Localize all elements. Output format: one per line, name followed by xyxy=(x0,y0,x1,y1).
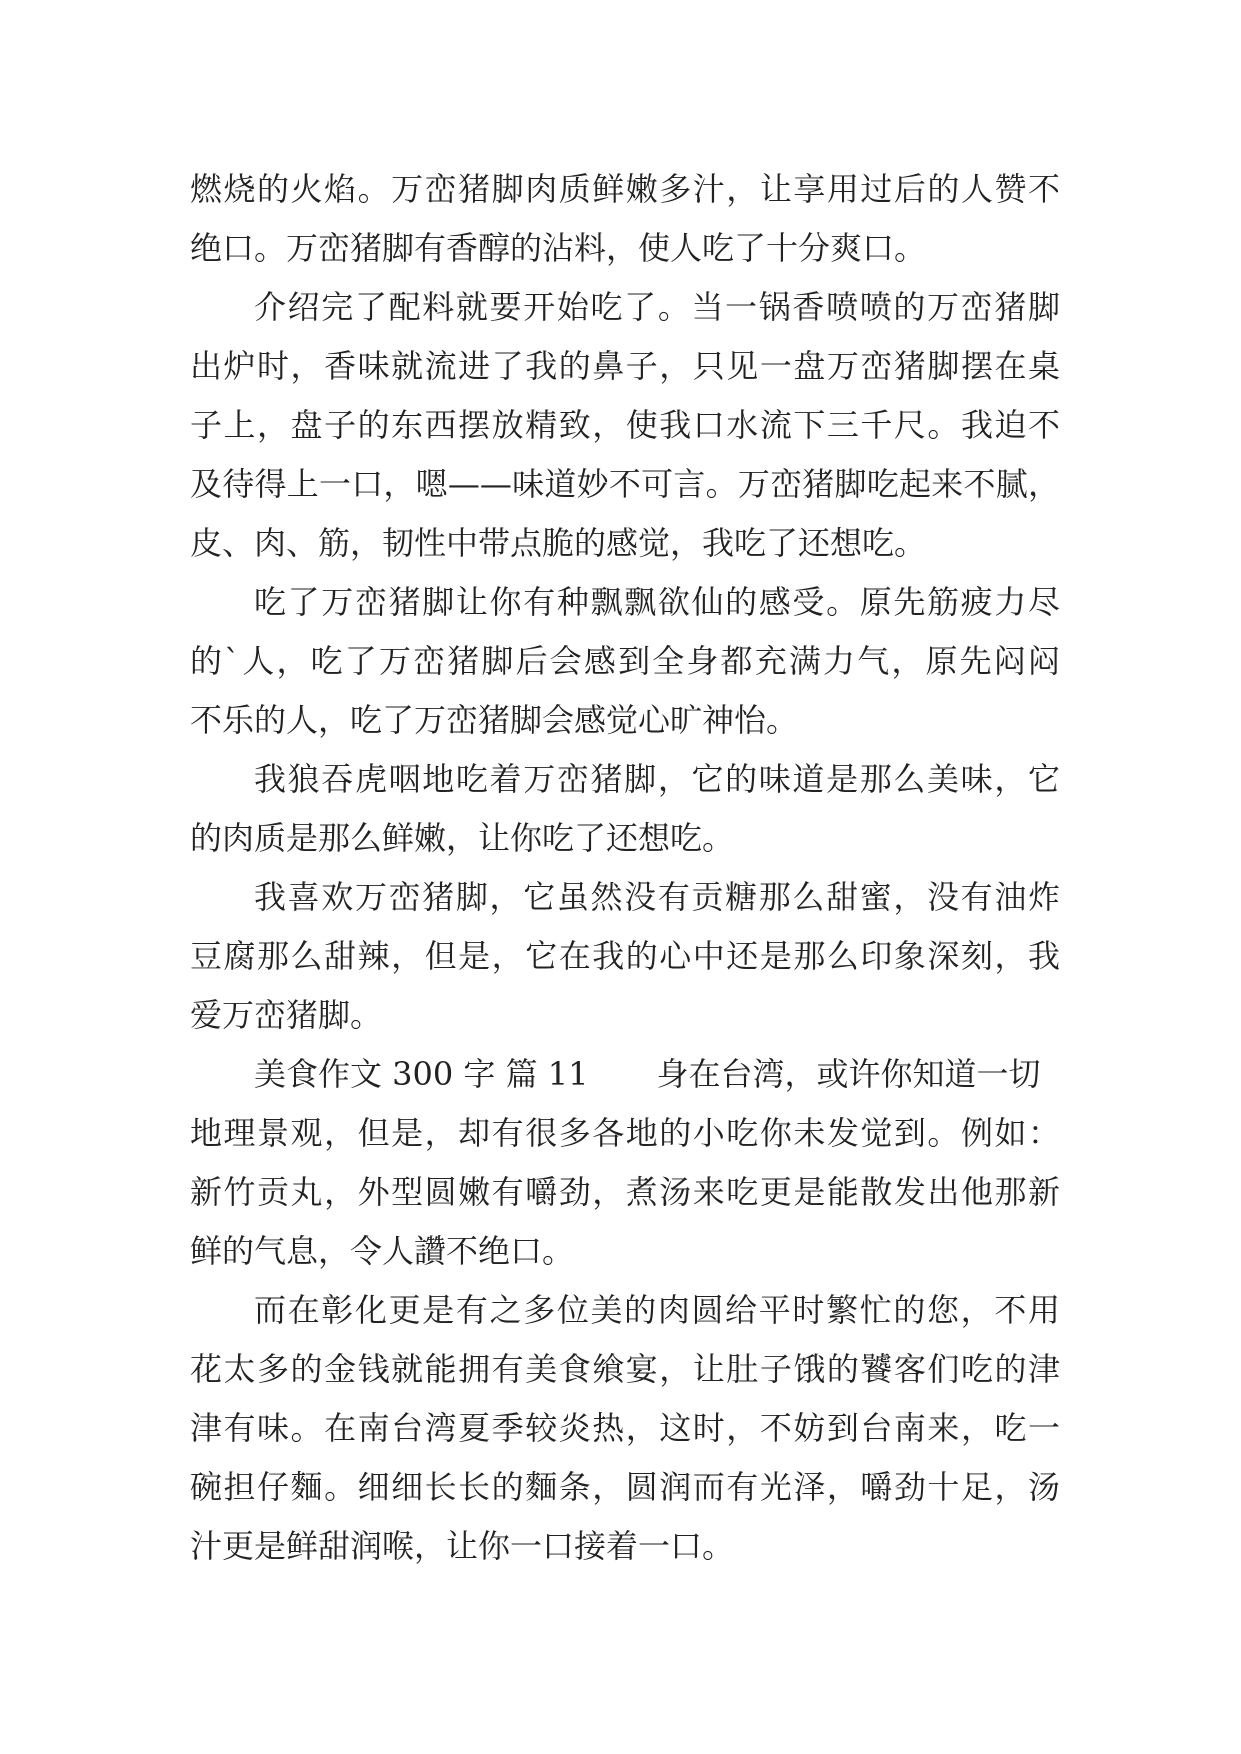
paragraph-line: 的`人，吃了万峦猪脚后会感到全身都充满力气，原先闷闷 xyxy=(190,642,1060,680)
paragraph-line: 汁更是鲜甜润喉，让你一口接着一口。 xyxy=(190,1527,735,1565)
document-body xyxy=(190,160,1060,1576)
paragraph-line: 燃烧的火焰。万峦猪脚肉质鲜嫩多汁，让享用过后的人赞不 xyxy=(190,170,1060,208)
paragraph-line: 绝口。万峦猪脚有香醇的沾料，使人吃了十分爽口。 xyxy=(190,229,927,267)
section-heading: 美食作文 300 字 篇 11 xyxy=(254,1055,589,1093)
section-heading-line xyxy=(190,1045,1060,1104)
paragraph-line: 皮、肉、筋，韧性中带点脆的感觉，我吃了还想吃。 xyxy=(190,524,927,562)
paragraph-line: 新竹贡丸，外型圆嫩有嚼劲，煮汤来吃更是能散发出他那新 xyxy=(190,1173,1060,1211)
paragraph-line: 及待得上一口，嗯——味道妙不可言。万峦猪脚吃起来不腻， xyxy=(190,465,1060,503)
paragraph-line: 津有味。在南台湾夏季较炎热，这时，不妨到台南来，吃一 xyxy=(190,1409,1060,1447)
paragraph-line: 不乐的人，吃了万峦猪脚会感觉心旷神怡。 xyxy=(190,701,799,739)
paragraph-line: 地理景观，但是，却有很多各地的小吃你未发觉到。例如： xyxy=(190,1114,1060,1152)
paragraph-line: 碗担仔麵。细细长长的麵条，圆润而有光泽，嚼劲十足，汤 xyxy=(190,1468,1060,1506)
paragraph-line: 花太多的金钱就能拥有美食飨宴，让肚子饿的饕客们吃的津 xyxy=(190,1350,1060,1388)
paragraph-line: 爱万峦猪脚。 xyxy=(190,996,383,1034)
section-heading-continuation: 身在台湾，或许你知道一切 xyxy=(656,1055,1041,1093)
paragraph-line: 豆腐那么甜辣，但是，它在我的心中还是那么印象深刻，我 xyxy=(190,937,1060,975)
paragraph-line: 吃了万峦猪脚让你有种飘飘欲仙的感受。原先筋疲力尽 xyxy=(254,583,1060,621)
paragraph-line: 子上，盘子的东西摆放精致，使我口水流下三千尺。我迫不 xyxy=(190,406,1060,444)
paragraph-line: 介绍完了配料就要开始吃了。当一锅香喷喷的万峦猪脚 xyxy=(254,288,1060,326)
paragraph-line: 鲜的气息，令人讚不绝口。 xyxy=(190,1232,575,1270)
paragraph-line: 我狼吞虎咽地吃着万峦猪脚，它的味道是那么美味，它 xyxy=(254,760,1060,798)
paragraph-line: 而在彰化更是有之多位美的肉圆给平时繁忙的您，不用 xyxy=(254,1291,1060,1329)
paragraph-line: 出炉时，香味就流进了我的鼻子，只见一盘万峦猪脚摆在桌 xyxy=(190,347,1060,385)
paragraph-line: 的肉质是那么鲜嫩，让你吃了还想吃。 xyxy=(190,819,735,857)
paragraph-line: 我喜欢万峦猪脚，它虽然没有贡糖那么甜蜜，没有油炸 xyxy=(254,878,1060,916)
